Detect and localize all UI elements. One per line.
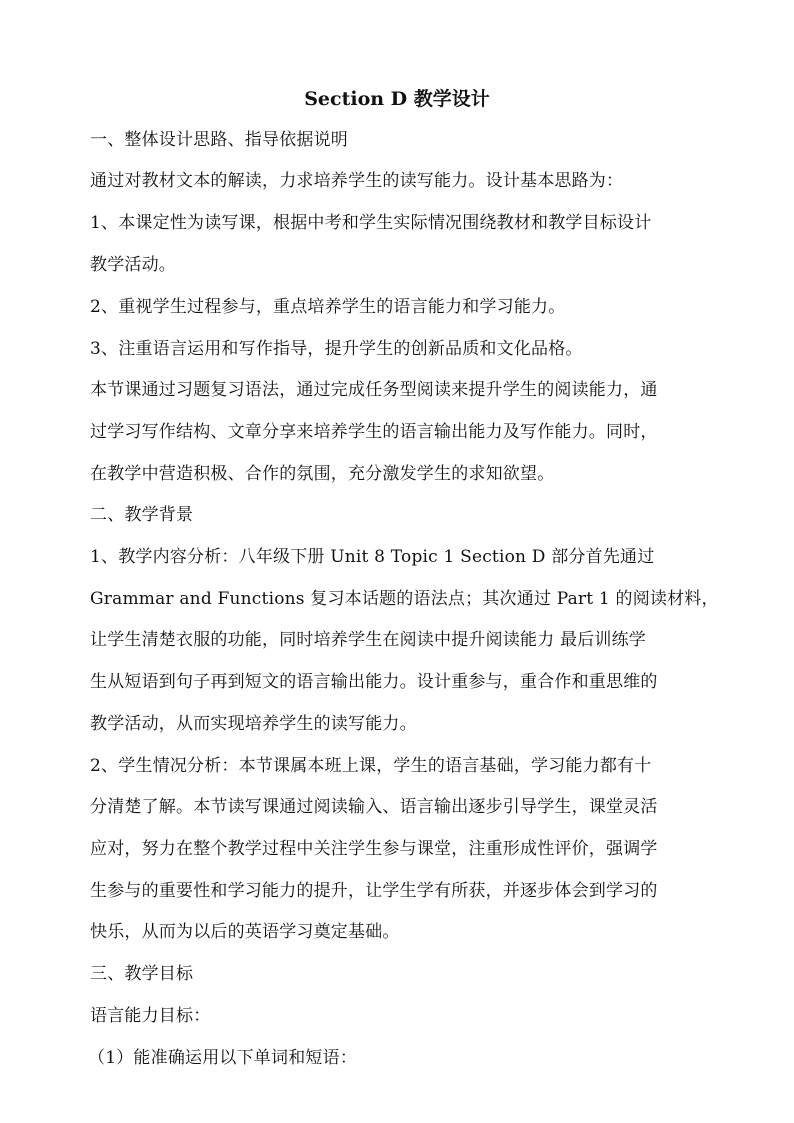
paragraph-line: 教学活动，从而实现培养学生的读写能力。 bbox=[90, 714, 417, 734]
paragraph-line: 2、重视学生过程参与，重点培养学生的语言能力和学习能力。 bbox=[90, 297, 566, 317]
paragraph-line: Grammar and Functions 复习本话题的语法点；其次通过 Part 1 的阅读材料， bbox=[90, 589, 719, 609]
heading-teaching-background: 二、教学背景 bbox=[90, 505, 194, 525]
heading-design-rationale: 一、整体设计思路、指导依据说明 bbox=[90, 130, 348, 150]
paragraph-line: 教学活动。 bbox=[90, 255, 176, 275]
paragraph-line: 快乐，从而为以后的英语学习奠定基础。 bbox=[90, 922, 400, 942]
paragraph-line: 3、注重语言运用和写作指导，提升学生的创新品质和文化品格。 bbox=[90, 339, 583, 359]
paragraph-line: 应对，努力在整个教学过程中关注学生参与课堂，注重形成性评价，强调学 bbox=[90, 839, 658, 859]
paragraph-line: 语言能力目标： bbox=[90, 1006, 211, 1026]
paragraph-line: 分清楚了解。本节读写课通过阅读输入、语言输出逐步引导学生，课堂灵活 bbox=[90, 797, 658, 817]
paragraph-line: 1、本课定性为读写课，根据中考和学生实际情况围绕教材和教学目标设计 bbox=[90, 213, 652, 233]
paragraph-line: 通过对教材文本的解读，力求培养学生的读写能力。设计基本思路为： bbox=[90, 171, 624, 191]
paragraph-line: 本节课通过习题复习语法，通过完成任务型阅读来提升学生的阅读能力，通 bbox=[90, 380, 658, 400]
paragraph-line: 让学生清楚衣服的功能，同时培养学生在阅读中提升阅读能力 最后训练学 bbox=[90, 630, 647, 650]
heading-teaching-objectives: 三、教学目标 bbox=[90, 964, 194, 984]
paragraph-line: 过学习写作结构、文章分享来培养学生的语言输出能力及写作能力。同时， bbox=[90, 422, 658, 442]
paragraph-line: 生从短语到句子再到短文的语言输出能力。设计重参与，重合作和重思维的 bbox=[90, 672, 658, 692]
paragraph-line: 2、学生情况分析：本节课属本班上课，学生的语言基础，学习能力都有十 bbox=[90, 756, 652, 776]
paragraph-line: （1）能准确运用以下单词和短语： bbox=[88, 1048, 358, 1068]
paragraph-line: 生参与的重要性和学习能力的提升，让学生学有所获，并逐步体会到学习的 bbox=[90, 881, 658, 901]
paragraph-line: 在教学中营造积极、合作的氛围，充分激发学生的求知欲望。 bbox=[90, 464, 555, 484]
paragraph-line: 1、教学内容分析：八年级下册 Unit 8 Topic 1 Section D 部分首先通过 bbox=[90, 547, 655, 567]
document-title: Section D 教学设计 bbox=[304, 88, 490, 110]
